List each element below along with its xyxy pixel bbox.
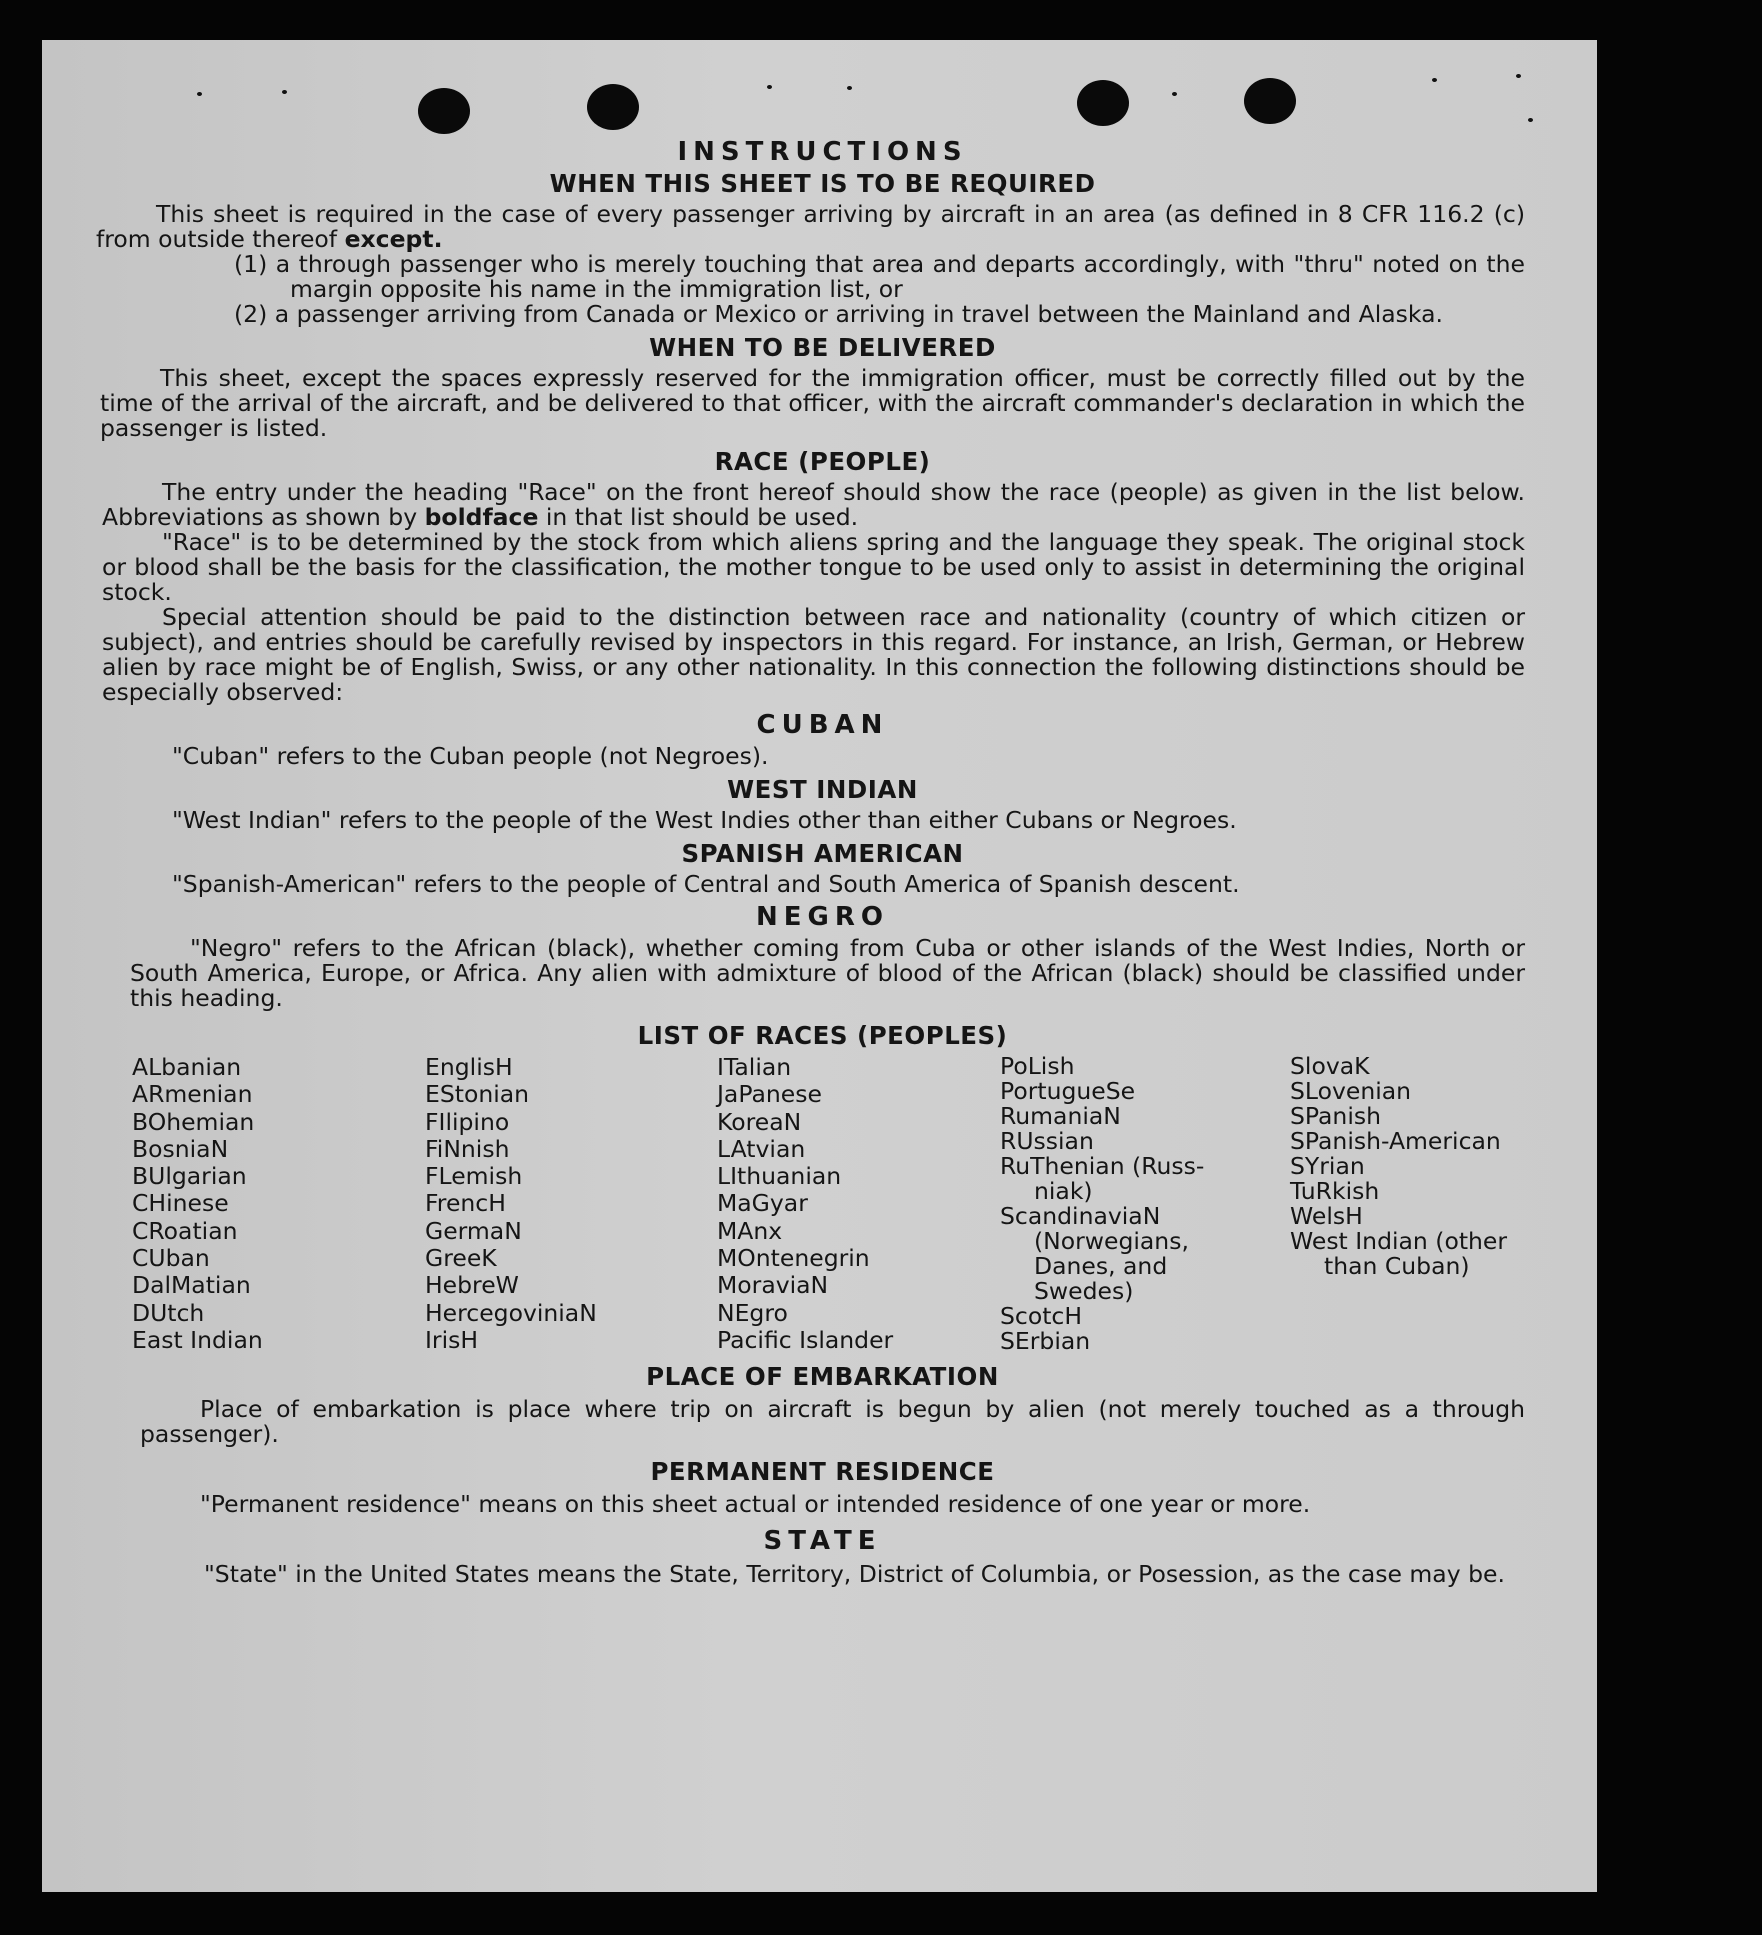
heading-embarkation: PLACE OF EMBARKATION	[646, 1362, 999, 1391]
race-entry: GermaN	[425, 1216, 522, 1245]
race-entry: GreeK	[425, 1244, 497, 1273]
list-item-canada-mexico: (2) a passenger arriving from Canada or Mexico or arriving in travel between the Mainland and Alaska.	[234, 300, 1443, 328]
race-text-b: in that list should be used.	[545, 503, 859, 531]
race-entry: TuRkish	[1290, 1177, 1380, 1205]
intro-bold: except.	[344, 225, 443, 253]
race-entry: SYrian	[1290, 1152, 1365, 1180]
race-entry: MaGyar	[717, 1189, 808, 1218]
heading-when-delivered: WHEN TO BE DELIVERED	[649, 333, 996, 362]
heading-spanish-american: SPANISH AMERICAN	[681, 839, 964, 868]
race-entry: IrisH	[425, 1325, 479, 1354]
race-text-a: The entry under the heading "Race" on the front hereof should show the race (people) as given in the list below. Abbreviations as shown by	[102, 478, 1525, 531]
race-entry: RUssian	[1000, 1127, 1094, 1155]
race-entry: RumaniaN	[1000, 1102, 1121, 1130]
race-entry: NEgro	[717, 1298, 788, 1327]
race-entry: CUban	[132, 1244, 210, 1273]
paragraph-race-1	[102, 480, 1525, 530]
race-entry: CHinese	[132, 1189, 229, 1218]
races-column-1	[132, 1054, 263, 1354]
race-entry: SPanish-American	[1290, 1127, 1501, 1155]
race-entry: Pacific Islander	[717, 1325, 894, 1354]
race-entry: WelsH	[1290, 1202, 1363, 1230]
speck	[197, 92, 202, 96]
races-column-2	[425, 1054, 597, 1354]
race-entry: MOntenegrin	[717, 1244, 870, 1273]
instructions-title: INSTRUCTIONS	[677, 137, 968, 167]
punch-hole	[587, 84, 639, 130]
races-column-4	[1000, 1054, 1204, 1354]
heading-west-indian: WEST INDIAN	[727, 775, 918, 804]
speck	[1172, 92, 1177, 96]
race-entry: JaPanese	[717, 1080, 822, 1109]
race-entry: PortugueSe	[1000, 1077, 1136, 1105]
paragraph-required-intro	[96, 202, 1525, 252]
heading-state: STATE	[763, 1526, 882, 1556]
race-entry: FrencH	[425, 1189, 506, 1218]
race-entry: West Indian (other	[1290, 1227, 1508, 1255]
race-entry: Danes, and	[1034, 1252, 1168, 1280]
race-entry: MoraviaN	[717, 1271, 829, 1300]
race-entry: MAnx	[717, 1216, 783, 1245]
heading-race: RACE (PEOPLE)	[714, 447, 931, 476]
race-entry: EStonian	[425, 1080, 530, 1109]
race-entry: FIlipino	[425, 1107, 510, 1136]
speck	[847, 86, 852, 90]
paragraph-state: "State" in the United States means the State, Territory, District of Columbia, or Posession, as the case may be.	[204, 1560, 1505, 1588]
races-column-3	[717, 1054, 893, 1354]
race-entry: (Norwegians,	[1034, 1227, 1189, 1255]
speck	[767, 85, 772, 89]
race-entry: DalMatian	[132, 1271, 251, 1300]
race-entry: BOhemian	[132, 1107, 255, 1136]
race-entry: SErbian	[1000, 1327, 1091, 1355]
speck	[1528, 118, 1533, 122]
punch-hole	[1077, 80, 1129, 126]
race-entry: BUlgarian	[132, 1162, 247, 1191]
instructions-content	[96, 137, 1525, 1588]
race-entry: EnglisH	[425, 1053, 513, 1081]
heading-when-required: WHEN THIS SHEET IS TO BE REQUIRED	[549, 169, 1096, 198]
speck	[1516, 74, 1521, 78]
speck	[1432, 78, 1437, 82]
heading-cuban: CUBAN	[756, 710, 889, 740]
race-entry: LAtvian	[717, 1134, 806, 1163]
race-entry: RuThenian (Russ-	[1000, 1152, 1205, 1180]
race-entry: SPanish	[1290, 1102, 1381, 1130]
race-entry: LIthuanian	[717, 1162, 842, 1191]
race-entry: BosniaN	[132, 1134, 229, 1163]
paragraph-residence: "Permanent residence" means on this sheet actual or intended residence of one year or more.	[200, 1490, 1311, 1518]
paragraph-west-indian: "West Indian" refers to the people of the West Indies other than either Cubans or Negroes.	[172, 806, 1237, 834]
race-entry: HebreW	[425, 1271, 519, 1300]
punch-hole	[418, 88, 470, 134]
race-entry: FLemish	[425, 1162, 523, 1191]
race-entry: niak)	[1034, 1177, 1093, 1205]
race-entry: KoreaN	[717, 1107, 802, 1136]
race-entry: SlovaK	[1290, 1052, 1370, 1080]
speck	[282, 90, 287, 94]
race-entry: ARmenian	[132, 1080, 253, 1109]
race-entry: CRoatian	[132, 1216, 238, 1245]
paragraph-negro: "Negro" refers to the African (black), whether coming from Cuba or other islands of the West Indies, North or South America, Europe, or Africa. Any alien with admixture of blood of the African (black) should be classified under this heading.	[130, 934, 1525, 1012]
race-entry: Swedes)	[1034, 1277, 1134, 1305]
list-item-through-passenger: (1) a through passenger who is merely touching that area and departs accordingly, with "thru" noted on the margin opposite his name in the immigration list, or	[234, 250, 1525, 303]
punch-hole	[1244, 78, 1296, 124]
race-entry: than Cuban)	[1324, 1252, 1470, 1280]
race-entry: HercegoviniaN	[425, 1298, 597, 1327]
heading-list-of-races: LIST OF RACES (PEOPLES)	[637, 1021, 1008, 1050]
race-text-bold: boldface	[424, 503, 539, 531]
intro-text: This sheet is required in the case of every passenger arriving by aircraft in an area (as defined in 8 CFR 116.2 (c) from outside thereof	[96, 200, 1525, 253]
race-entry: ALbanian	[132, 1053, 242, 1081]
race-entry: FiNnish	[425, 1134, 510, 1163]
heading-negro: NEGRO	[756, 902, 889, 932]
race-entry: DUtch	[132, 1298, 205, 1327]
paragraph-cuban: "Cuban" refers to the Cuban people (not Negroes).	[172, 742, 769, 770]
paragraph-embarkation: Place of embarkation is place where trip on aircraft is begun by alien (not merely touched as a through passenger).	[140, 1395, 1525, 1448]
race-entry: PoLish	[1000, 1052, 1075, 1080]
races-column-5	[1290, 1054, 1507, 1279]
heading-residence: PERMANENT RESIDENCE	[650, 1457, 995, 1486]
race-entry: East Indian	[132, 1325, 263, 1354]
race-entry: ScandinaviaN	[1000, 1202, 1161, 1230]
race-entry: SLovenian	[1290, 1077, 1412, 1105]
race-entry: ITalian	[717, 1053, 792, 1081]
race-entry: ScotcH	[1000, 1302, 1083, 1330]
paragraph-delivered: This sheet, except the spaces expressly reserved for the immigration officer, must be correctly filled out by the time of the arrival of the aircraft, and be delivered to that officer, with the aircraft commander's declaration in which the passenger is listed.	[100, 364, 1525, 442]
races-list	[120, 1054, 1525, 1354]
paragraph-race-2: "Race" is to be determined by the stock from which aliens spring and the language they speak. The original stock or blood shall be the basis for the classification, the mother tongue to be used only to assist in determining the original stock.	[102, 528, 1525, 606]
paragraph-race-3: Special attention should be paid to the distinction between race and nationality (country of which citizen or subject), and entries should be carefully revised by inspectors in this regard. For instance, an Irish, German, or Hebrew alien by race might be of English, Swiss, or any other nationality. In this connection the following distinctions should be especially observed:	[102, 603, 1525, 706]
paragraph-spanish-american: "Spanish-American" refers to the people of Central and South America of Spanish descent.	[172, 870, 1240, 898]
